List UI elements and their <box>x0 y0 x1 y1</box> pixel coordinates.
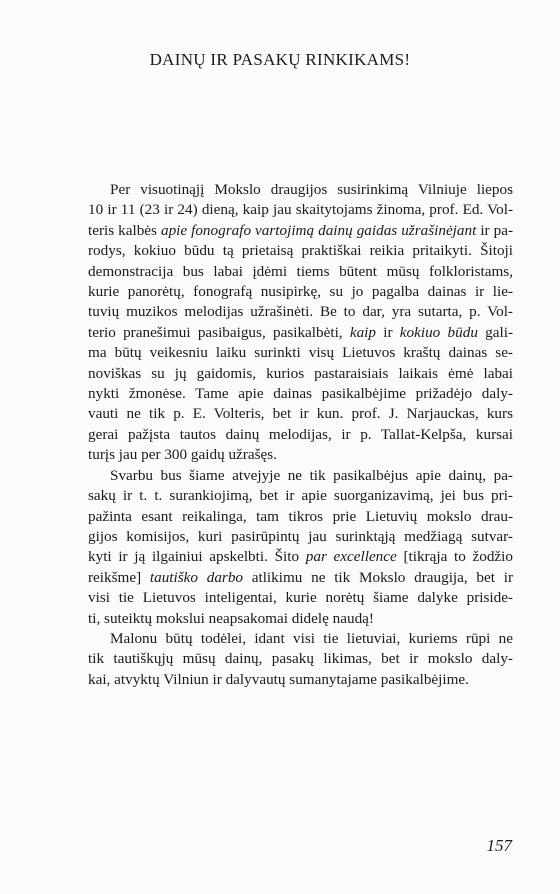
text-line: rodys, kokiuo būdu tą prietaisą praktiškai reikia pritaikyti. Šitoji <box>88 242 513 260</box>
text-line: vauti ne tik p. E. Volteris, bet ir kun. prof. J. Narjauckas, kurs <box>88 405 513 423</box>
text-line: turįs jau per 300 gaidų užrašęs. <box>88 446 277 464</box>
text-line: visi tie Lietuvos inteligentai, kurie norėtų šiame dalyke priside- <box>88 589 513 607</box>
text-line: Svarbu bus šiame atvejyje ne tik pasikalbėjus apie dainų, pa- <box>110 466 513 484</box>
text-line: pažinta esant reikalinga, tam tikros prie Lietuvių mokslo drau- <box>88 507 513 525</box>
text-line: Malonu būtų todėlei, idant visi tie lietuviai, kuriems rūpi ne <box>110 629 513 647</box>
body-text <box>88 180 513 690</box>
text-line: gijos komisijos, kuri pasirūpintų jau surinktąją medžiagą sutvar- <box>88 527 513 545</box>
text-line: reikšme] tautiško darbo atlikimu ne tik Mokslo draugija, bet ir <box>88 568 513 586</box>
text-line: kurie panorėtų, fonografą nusipirkę, su jo pagalba dainas ir lie- <box>88 283 513 301</box>
page-number: 157 <box>486 836 512 855</box>
page-title: DAINŲ IR PASAKŲ RINKIKAMS! <box>149 50 411 69</box>
text-line: 10 ir 11 (23 ir 24) dieną, kaip jau skaitytojams žinoma, prof. Ed. Vol- <box>88 201 513 219</box>
text-line: noviškas su jų gaidomis, kurios pastaraisiais laikais ėmė labai <box>88 364 513 382</box>
text-line: sakų ir t. t. surankiojimą, bet ir apie suorganizavimą, jei bus pri- <box>88 487 513 505</box>
text-line: kai, atvyktų Vilniun ir dalyvautų sumanytajame pasikalbėjime. <box>88 670 469 688</box>
text-line: ma būtų veikesniu laiku surinkti visų Lietuvos kraštų dainas se- <box>88 344 513 362</box>
text-line: demonstracija bus labai įdėmi tiems būtent mūsų folkloristams, <box>88 262 513 280</box>
text-line: gerai pažįsta tautos dainų melodijas, ir p. Tallat-Kelpša, kursai <box>88 425 513 443</box>
text-line: terio pranešimui pasibaigus, pasikalbėti, kaip ir kokiuo būdu gali- <box>88 323 514 341</box>
text-line: tik tautiškųjų mūsų dainų, pasakų likimas, bet ir mokslo daly- <box>88 650 513 668</box>
text-line: teris kalbės apie fonografo vartojimą dainų gaidas užrašinėjant ir pa- <box>88 221 514 239</box>
text-line: kyti ir ją ilgainiui apskelbti. Šito par excellence [tikrąja to žodžio <box>88 548 513 566</box>
text-line: ti, suteiktų mokslui neapsakomai didelę naudą! <box>88 609 374 627</box>
text-line: tuvių muzikos melodijas užrašinėti. Be to dar, yra sutarta, p. Vol- <box>88 303 513 321</box>
text-line: nykti žmonėse. Tame apie dainas pasikalbėjime prižadėjo daly- <box>88 385 513 403</box>
text-line: Per visuotinąjį Mokslo draugijos susirinkimą Vilniuje liepos <box>110 181 513 198</box>
